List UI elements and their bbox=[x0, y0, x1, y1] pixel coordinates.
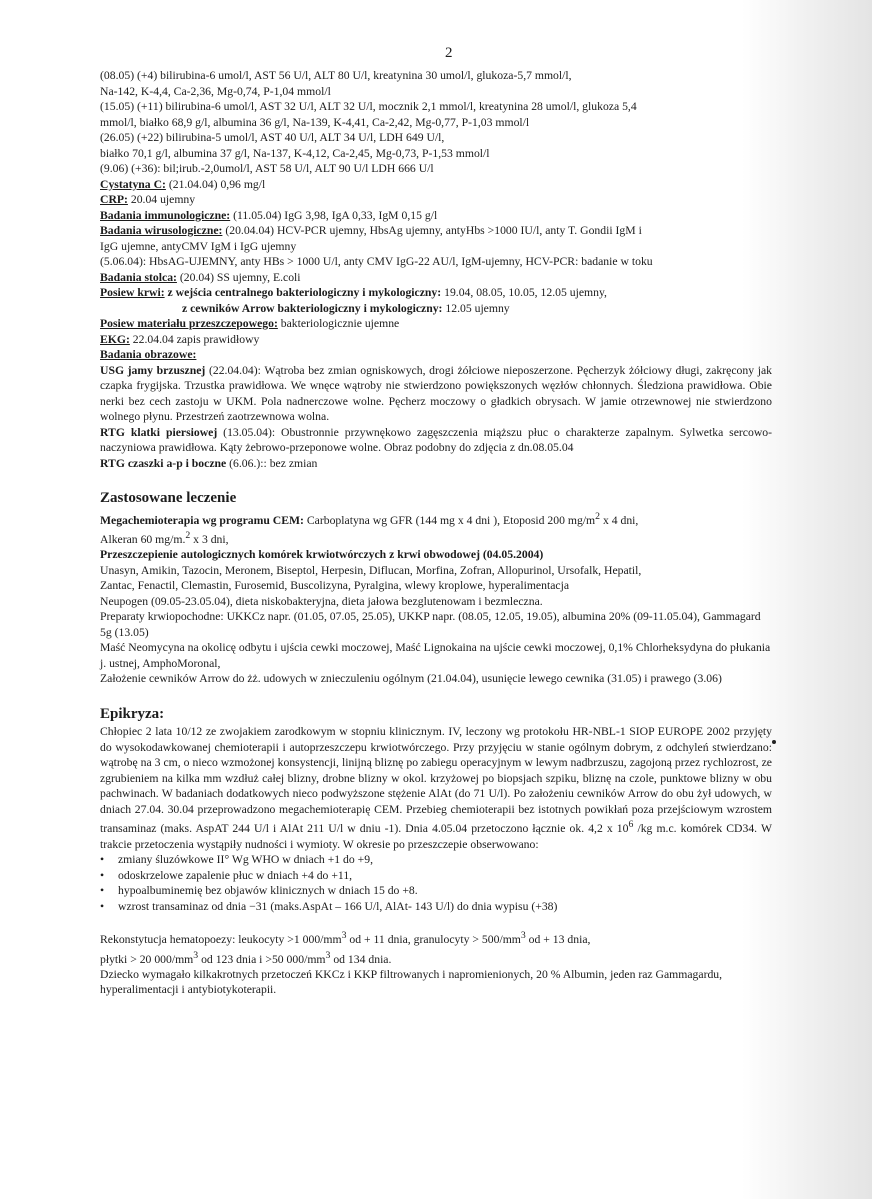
blood-culture-central-value: 19.04, 08.05, 10.05, 12.05 ujemny, bbox=[441, 286, 607, 299]
hematopoiesis-text: od + 11 dnia, granulocyty > 500/mm bbox=[346, 933, 521, 947]
hematopoiesis-sup: 3 bbox=[520, 930, 526, 942]
lab-line: (26.05) (+22) bilirubina-5 umol/l, AST 40 U/l, ALT 34 U/l, LDH 649 U/l, bbox=[100, 131, 445, 144]
alkeran-row bbox=[100, 528, 772, 547]
megachemo-row bbox=[100, 509, 772, 528]
list-item: • hypoalbuminemię bez objawów klinicznych w dniach 15 do +8. bbox=[118, 883, 772, 899]
viro-row-2: IgG ujemne, antyCMV IgM i IgG ujemny bbox=[100, 239, 297, 253]
treatment-heading: Zastosowane leczenie bbox=[100, 490, 237, 506]
crp-value: 20.04 ujemny bbox=[127, 193, 196, 206]
immuno-label: Badania immunologiczne: bbox=[100, 208, 231, 222]
observations-list bbox=[100, 852, 772, 914]
epicrisis-heading: Epikryza: bbox=[100, 705, 165, 722]
stool-label: Badania stolca: bbox=[100, 270, 177, 284]
hematopoiesis-text: od 134 dnia. bbox=[330, 952, 392, 966]
list-item: • odoskrzelowe zapalenie płuc w dniach +4 do +11, bbox=[118, 868, 772, 884]
alkeran-sup: 2 bbox=[185, 529, 191, 541]
spacer bbox=[100, 914, 772, 928]
megachemo-sup: 2 bbox=[595, 510, 601, 522]
lab-line: Na-142, K-4,4, Ca-2,36, Mg-0,74, P-1,04 mmol/l bbox=[100, 84, 331, 98]
hematopoiesis-sup: 3 bbox=[193, 949, 199, 961]
ekg-label: EKG: bbox=[100, 332, 130, 346]
skull-xray-text: (6.06.):: bez zmian bbox=[226, 456, 318, 470]
lab-line: (9.06) (+36): bil;irub.-2,0umol/l, AST 58 U/l, ALT 90 U/l LDH 666 U/l bbox=[100, 162, 434, 175]
viro-value: (20.04.04) HCV-PCR ujemny, HbsAg ujemny, antyHbs >1000 IU/l, anty T. Gondii IgM i bbox=[222, 224, 642, 237]
blood-culture-label: Posiew krwi: bbox=[100, 286, 165, 299]
page-number: 2 bbox=[445, 45, 453, 61]
hematopoiesis-text: od 123 dnia i >50 000/mm bbox=[198, 952, 326, 966]
graft-culture-label: Posiew materiału przeszczepowego: bbox=[100, 317, 278, 330]
epicrisis-text-2: /kg m.c. komórek CD34. W trakcie przetoczenia wystąpiły nudności i wymioty. W okresie po przeszczepie obserwowano: bbox=[100, 822, 772, 851]
usg-label: USG jamy brzusznej bbox=[100, 363, 206, 377]
cystatin-row bbox=[100, 177, 772, 193]
hematopoiesis-text: Rekonstytucja hematopoezy: leukocyty >1 000/mm bbox=[100, 933, 342, 947]
stool-value: (20.04) SS ujemny, E.coli bbox=[176, 270, 301, 284]
document-body bbox=[100, 68, 772, 998]
hematopoiesis-sup: 3 bbox=[325, 949, 331, 961]
cystatin-label: Cystatyna C: bbox=[100, 177, 166, 191]
chest-xray-label: RTG klatki piersiowej bbox=[100, 425, 218, 439]
chest-xray-paragraph bbox=[100, 425, 772, 456]
ekg-value: 22.04.04 zapis prawidłowy bbox=[129, 332, 260, 346]
drugs-row-1: Unasyn, Amikin, Tazocin, Meronem, Biseptol, Herpesin, Diflucan, Morfina, Zofran, Allopurinol, Ursofalk, Hepatil, bbox=[100, 563, 642, 577]
list-item: • wzrost transaminaz od dnia −31 (maks.AspAt – 166 U/l, AlAt- 143 U/l) do dnia wypisu (+38) bbox=[118, 899, 772, 915]
lab-line: białko 70,1 g/l, albumina 37 g/l, Na-137, K-4,12, Ca-2,45, Mg-0,73, P-1,53 mmol/l bbox=[100, 146, 490, 160]
chest-xray-text: (13.05.04): Obustronnie przywnękowo zagęszczenia miąższu płuc o charakterze zapalnym. Sylwetka sercowo-naczyniowa prawidłowa. Kąty żebrowo-przeponowe wolne. Obraz podobny do zdjęcia z dn.08.05.04 bbox=[100, 425, 772, 454]
skull-xray-row bbox=[100, 456, 772, 472]
hematopoiesis-row-2 bbox=[100, 948, 772, 967]
blood-products-row: Preparaty krwiopochodne: UKKCz napr. (01.05, 07.05, 25.05), UKKP napr. (08.05, 12.05, 19.05), albumina 20% (09-11.05.04), Gammagard 5g (13.05) bbox=[100, 610, 761, 639]
catheter-row: Założenie cewników Arrow do żż. udowych w znieczuleniu ogólnym (21.04.04), usunięcie lewego cewnika (31.05) i prawego (3.06) bbox=[100, 672, 722, 686]
usg-paragraph bbox=[100, 363, 772, 425]
scan-speck bbox=[772, 740, 776, 744]
blood-culture-arrow-label: z cewników Arrow bakteriologiczny i mykologiczny: bbox=[182, 301, 443, 315]
usg-text: (22.04.04): Wątroba bez zmian ogniskowych, drogi żółciowe nieposzerzone. Pęcherzyk żółciowy długi, zakręcony jak czapka frygijska. Trzustka prawidłowa. We wnęce wątroby nie stwierdzono powiększonych węzłów chłonnych. Śledziona prawidłowa. Obie nerki bez cech zastoju w UKM. Pola nadnerczowe wolne. Pęcherz moczowy o gładkich obrysach. W jamie otrzewnowej nie stwierdzono wolnego płynu. Przestrzeń zaotrzewnowa wolna. bbox=[100, 363, 772, 423]
immuno-row bbox=[100, 208, 772, 224]
graft-culture-value: bakteriologicznie ujemne bbox=[277, 317, 400, 330]
imaging-heading bbox=[100, 347, 772, 363]
transplant-title: Przeszczepienie autologicznych komórek krwiotwórczych z krwi obwodowej (04.05.2004) bbox=[100, 548, 544, 562]
alkeran-text-2: x 3 dni, bbox=[190, 532, 229, 546]
viro-row-3: (5.06.04): HbsAG-UJEMNY, anty HBs > 1000 U/l, anty CMV IgG-22 AU/l, IgM-ujemny, HCV-PCR: badanie w toku bbox=[100, 255, 653, 268]
blood-culture-row-2 bbox=[100, 301, 772, 317]
epicrisis-text-1: Chłopiec 2 lata 10/12 ze zwojakiem zarodkowym w stopniu klinicznym. IV, leczony wg protokołu HR-NBL-1 SIOP EUROPE 2002 przyjęty do wysokodawkowanej chemioterapii i autoprzeszczepu krwiotwórczego. Przy przyjęciu w stanie ogólnym dobrym, z odchyleń stwierdzano: wątrobę na 3 cm, o nieco wzmożonej konsystencji, linijną bliznę po zabiegu operacyjnym w lewym nadbrzuszu, zagojoną przez rychlozrost, ze zgrubieniem na kilka mm wzdłuż całej blizny, drobne blizny w okol. krzyżowej po biopsjach szpiku, bliznę na czole, punktowe blizny w obu pachwinach. W badaniach dodatkowych nieco podwyższone stężenie AlAt (do 71 U/l). Po założeniu cewników Arrow do obu żył udowych, w dniach 27.04. 30.04 przeprowadzono megachemioterapię CEM. Przebieg chemioterapii bez istotnych powikłań poza przejściowym wzrostem transaminaz (maks. AspAT 244 U/l i AlAt 211 U/l w dniu -1). Dnia 4.05.04 przetoczono łącznie ok. 4,2 x 10 bbox=[100, 725, 772, 836]
ointment-row: Maść Neomycyna na okolicę odbytu i ujścia cewki moczowej, Maść Lignokaina na ujście cewki moczowej, 0,1% Chlorheksydyna do płukania j. ustnej, AmphoMoronal, bbox=[100, 641, 771, 670]
list-item: • zmiany śluzówkowe II° Wg WHO w dniach +1 do +9, bbox=[118, 852, 772, 868]
epicrisis-paragraph bbox=[100, 724, 772, 852]
drugs-row-2: Zantac, Fenactil, Clemastin, Furosemid, Buscolizyna, Pyralgina, wlewy kroplowe, hyperalimentacja bbox=[100, 579, 570, 593]
hematopoiesis-sup: 3 bbox=[341, 930, 347, 942]
stool-row bbox=[100, 270, 772, 286]
ekg-row bbox=[100, 332, 772, 348]
transfusion-row: Dziecko wymagało kilkakrotnych przetoczeń KKCz i KKP filtrowanych i napromienionych, 20 % Albumin, jeden raz Gammagardu, hyperalimentacji i antybiotykoterapii. bbox=[100, 967, 723, 997]
lab-line: mmol/l, białko 68,9 g/l, albumina 36 g/l, Na-139, K-4,41, Ca-2,42, Mg-0,77, P-1,03 mmol/l bbox=[100, 115, 530, 129]
epicrisis-sup: 6 bbox=[628, 819, 634, 831]
crp-label: CRP: bbox=[100, 193, 128, 206]
graft-culture-row bbox=[100, 316, 772, 332]
hematopoiesis-text: od + 13 dnia, bbox=[525, 933, 591, 947]
cystatin-value: (21.04.04) 0,96 mg/l bbox=[165, 177, 266, 191]
viro-label: Badania wirusologiczne: bbox=[100, 224, 223, 237]
immuno-value: (11.05.04) IgG 3,98, IgA 0,33, IgM 0,15 g/l bbox=[230, 208, 438, 222]
neupogen-row: Neupogen (09.05-23.05.04), dieta niskobakteryjna, dieta jałowa bezglutenowam i bezmleczna. bbox=[100, 594, 543, 608]
hematopoiesis-row-1 bbox=[100, 928, 772, 947]
alkeran-text: Alkeran 60 mg/m. bbox=[100, 532, 186, 546]
blood-culture-central-label: z wejścia centralnego bakteriologiczny i mykologiczny: bbox=[164, 286, 442, 299]
skull-xray-label: RTG czaszki a-p i boczne bbox=[100, 456, 227, 470]
megachemo-text: Carboplatyna wg GFR (144 mg x 4 dni ), Etoposid 200 mg/m bbox=[303, 513, 596, 527]
megachemo-text-2: x 4 dni, bbox=[600, 513, 639, 527]
crp-row bbox=[100, 192, 772, 208]
lab-results bbox=[100, 68, 772, 177]
lab-line: (15.05) (+11) bilirubina-6 umol/l, AST 32 U/l, ALT 32 U/l, mocznik 2,1 mmol/l, kreatynina 28 umol/l, glukoza 5,4 bbox=[100, 100, 637, 113]
lab-line: (08.05) (+4) bilirubina-6 umol/l, AST 56 U/l, ALT 80 U/l, kreatynina 30 umol/l, glukoza-5,7 mmol/l, bbox=[100, 69, 572, 82]
blood-culture-arrow-value: 12.05 ujemny bbox=[442, 301, 510, 315]
blood-culture-row bbox=[100, 285, 772, 301]
hematopoiesis-text: płytki > 20 000/mm bbox=[100, 952, 194, 966]
megachemo-label: Megachemioterapia wg programu CEM: bbox=[100, 513, 304, 527]
imaging-label: Badania obrazowe: bbox=[100, 348, 197, 361]
viro-row bbox=[100, 223, 772, 239]
